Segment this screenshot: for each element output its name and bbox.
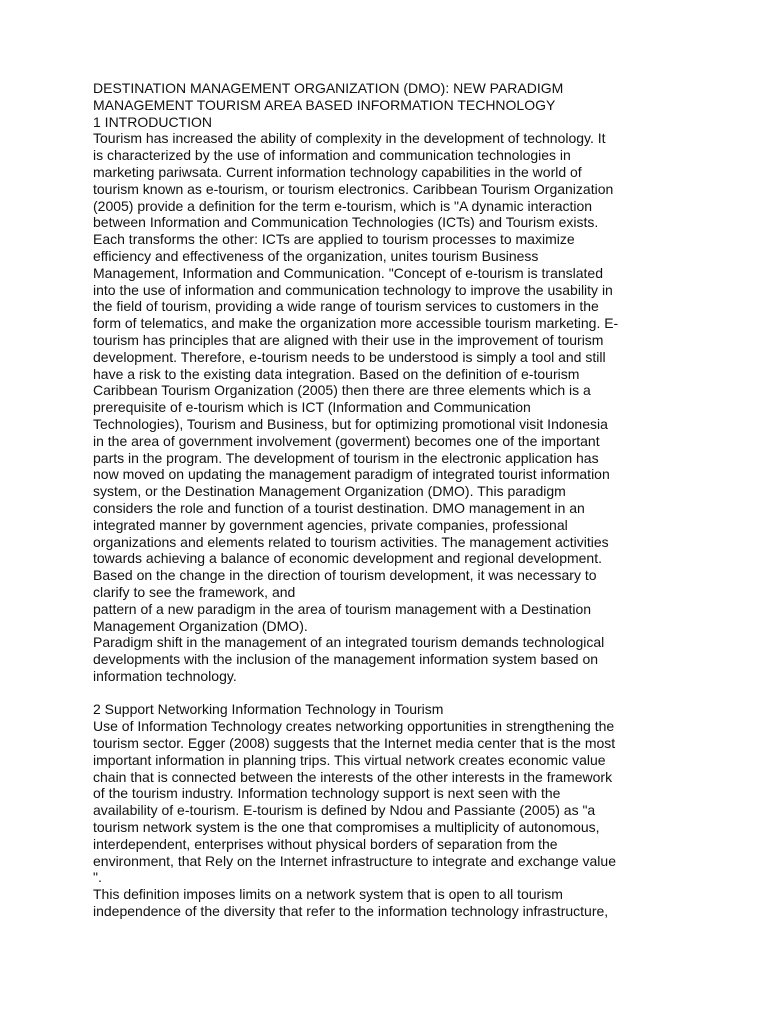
body-line: Use of Information Technology creates networking opportunities in strengthening the: [93, 718, 615, 735]
body-line: interdependent, enterprises without physical borders of separation from the: [93, 835, 558, 852]
body-line: into the use of information and communication technology to improve the usability in: [93, 281, 613, 298]
body-line: Management, Information and Communication. "Concept of e-tourism is translated: [93, 264, 603, 281]
section-heading-introduction: 1 INTRODUCTION: [93, 113, 212, 130]
body-line: Based on the change in the direction of tourism development, it was necessary to: [93, 567, 597, 584]
body-line: in the area of government involvement (goverment) becomes one of the important: [93, 432, 600, 449]
document-title: [93, 80, 677, 114]
body-line: prerequisite of e-tourism which is ICT (Information and Communication: [93, 399, 531, 416]
section-introduction-body: [93, 130, 677, 684]
body-line: have a risk to the existing data integration. Based on the definition of e-tourism: [93, 365, 580, 382]
body-line: tourism has principles that are aligned with their use in the improvement of tourism: [93, 331, 604, 348]
body-line: considers the role and function of a tourist destination. DMO management in an: [93, 499, 585, 516]
body-line: the field of tourism, providing a wide range of tourism services to customers in the: [93, 298, 599, 315]
body-line: efficiency and effectiveness of the organization, unites tourism Business: [93, 247, 539, 264]
body-line: between Information and Communication Technologies (ICTs) and Tourism exists.: [93, 214, 599, 231]
body-line: marketing pariwsata. Current information technology capabilities in the world of: [93, 163, 582, 180]
body-line: development. Therefore, e-tourism needs to be understood is simply a tool and still: [93, 348, 606, 365]
body-line: now moved on updating the management paradigm of integrated tourist information: [93, 466, 610, 483]
title-line: MANAGEMENT TOURISM AREA BASED INFORMATION TECHNOLOGY: [93, 96, 556, 113]
body-line: important information in planning trips. This virtual network creates economic value: [93, 751, 606, 768]
body-line: clarify to see the framework, and: [93, 583, 296, 600]
body-line: ".: [93, 869, 102, 886]
body-line: chain that is connected between the interests of the other interests in the framework: [93, 768, 613, 785]
body-line: integrated manner by government agencies, private companies, professional: [93, 516, 568, 533]
body-line: tourism known as e-tourism, or tourism electronics. Caribbean Tourism Organization: [93, 180, 614, 197]
section-heading-networking: 2 Support Networking Information Technology in Tourism: [93, 701, 444, 718]
body-line: pattern of a new paradigm in the area of tourism management with a Destination: [93, 600, 592, 617]
body-line: Technologies), Tourism and Business, but for optimizing promotional visit Indonesia: [93, 415, 608, 432]
body-line: (2005) provide a definition for the term e-tourism, which is "A dynamic interaction: [93, 197, 593, 214]
body-line: Each transforms the other: ICTs are applied to tourism processes to maximize: [93, 231, 575, 248]
body-line: independence of the diversity that refer to the information technology infrastructure,: [93, 903, 609, 920]
body-line: Paradigm shift in the management of an integrated tourism demands technological: [93, 634, 605, 651]
body-line: parts in the program. The development of tourism in the electronic application has: [93, 449, 599, 466]
body-line: Management Organization (DMO).: [93, 617, 308, 634]
title-line: DESTINATION MANAGEMENT ORGANIZATION (DMO): NEW PARADIGM: [93, 80, 564, 96]
body-line: towards achieving a balance of economic development and regional development.: [93, 550, 602, 567]
body-line: tourism network system is the one that compromises a multiplicity of autonomous,: [93, 819, 600, 836]
body-line: environment, that Rely on the Internet infrastructure to integrate and exchange value: [93, 852, 616, 869]
body-line: developments with the inclusion of the management information system based on: [93, 651, 599, 668]
body-line: Caribbean Tourism Organization (2005) then there are three elements which is a: [93, 382, 591, 399]
body-line: organizations and elements related to tourism activities. The management activities: [93, 533, 609, 550]
section-networking-body: [93, 718, 677, 920]
body-line: This definition imposes limits on a network system that is open to all tourism: [93, 886, 563, 903]
paragraph-spacer: [93, 685, 677, 702]
body-line: of the tourism industry. Information technology support is next seen with the: [93, 785, 561, 802]
body-line: information technology.: [93, 667, 237, 684]
body-line: form of telematics, and make the organization more accessible tourism marketing. E-: [93, 315, 619, 332]
body-line: availability of e-tourism. E-tourism is defined by Ndou and Passiante (2005) as "a: [93, 802, 596, 819]
body-line: is characterized by the use of information and communication technologies in: [93, 147, 571, 164]
body-line: tourism sector. Egger (2008) suggests that the Internet media center that is the most: [93, 735, 616, 752]
document-text: [93, 80, 677, 920]
body-line: system, or the Destination Management Organization (DMO). This paradigm: [93, 483, 566, 500]
body-line: Tourism has increased the ability of complexity in the development of technology. It: [93, 130, 606, 147]
